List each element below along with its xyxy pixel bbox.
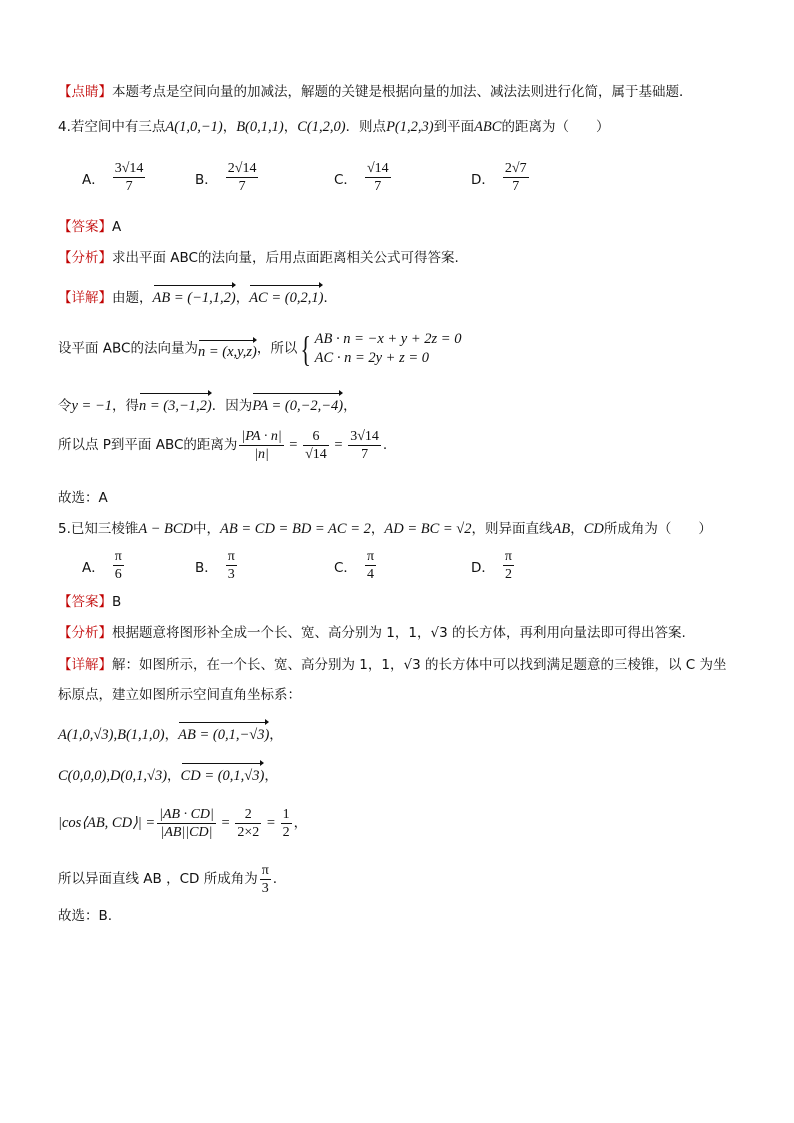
q4-option-d [471, 160, 531, 195]
detail-tag: 【详解】 [58, 290, 112, 306]
option-num: √14 [366, 161, 389, 176]
q4-point-a: A(1,0,−1) [165, 119, 223, 135]
q5-choose: 故选：B. [58, 908, 113, 924]
q4-analysis [58, 248, 459, 268]
equation-system [315, 330, 462, 368]
option-num: 2√7 [504, 161, 527, 176]
option-den: 7 [512, 179, 520, 194]
answer-tag: 【答案】 [58, 594, 112, 610]
q5-stem-end: 所成角为（ ） [603, 521, 712, 537]
answer-value: A [112, 219, 122, 235]
option-letter: B． [195, 559, 218, 576]
frac-den: |AB||CD| [160, 825, 213, 840]
frac-num: |PA · n| [241, 429, 282, 444]
detail-text: 令 [58, 398, 72, 414]
tip-line [58, 82, 693, 102]
distance-frac-2 [303, 428, 329, 463]
frac-num: |AB · CD| [159, 807, 214, 822]
q5-stem-text: 5.已知三棱锥 [58, 521, 139, 537]
brace-symbol: { [300, 329, 312, 369]
frac-den: √14 [305, 447, 327, 462]
q5-detail-1 [58, 655, 726, 675]
answer-tag: 【答案】 [58, 219, 112, 235]
option-letter: D． [471, 171, 495, 188]
points-cd: C(0,0,0),D(0,1,√3) [58, 768, 168, 784]
cos-frac-3 [281, 806, 292, 841]
equation-1: AB · n = −x + y + 2z = 0 [314, 331, 462, 347]
q5-line-cd: CD [583, 521, 604, 537]
q4-option-a [82, 160, 147, 195]
normal-vector: n = (3,−1,2) [139, 390, 212, 416]
option-den: 7 [238, 179, 246, 194]
option-letter: D． [471, 559, 495, 576]
vector-ab: AB = (0,1,−√3) [178, 719, 269, 745]
option-num: π [366, 549, 375, 564]
q4-stem-text: 4.若空间中有三点 [58, 119, 166, 135]
q5-option-c [334, 548, 378, 583]
equation-2: AC · n = 2y + z = 0 [314, 350, 430, 366]
frac-num: 6 [303, 428, 329, 446]
frac-den: 2×2 [237, 825, 260, 840]
y-value: y = −1 [71, 398, 113, 414]
normal-vector: n = (x,y,z) [198, 337, 257, 362]
q4-choose: 故选：A [58, 490, 108, 506]
frac-den: 2 [282, 825, 290, 840]
q4-answer [58, 217, 121, 237]
q5-coords-2: C(0,0,0),D(0,1,√3)，CD = (0,1,√3)， [58, 760, 278, 786]
detail-text: ．因为 [211, 398, 253, 414]
angle-frac [260, 862, 271, 897]
q5-eq1: AB = CD = BD = AC = 2 [220, 521, 371, 537]
q4-plane: ABC [474, 119, 502, 135]
analysis-tag: 【分析】 [58, 625, 112, 641]
frac-num: 1 [282, 807, 290, 822]
q4-detail-4: 所以点 P到平面 ABC的距离为 $\frac{|PA \cdot n|}{|n|}$ = $\frac{6}{√14}$ = $\frac{3√14}{7}$ . [58, 429, 388, 462]
option-letter: A． [82, 171, 105, 188]
q4-point-b: B(0,1,1) [236, 119, 284, 135]
detail-text: 由题， [112, 290, 153, 306]
q5-tetra: A − BCD [138, 521, 194, 537]
analysis-text: 求出平面 ABC的法向量，后用点面距离相关公式可得答案. [112, 250, 459, 266]
frac-den: 3 [261, 881, 269, 896]
q4-stem: 4.若空间中有三点A(1,0,−1)，B(0,1,1)，C(1,2,0)．则点P(1,2,3)到平面ABC的距离为（ ） [58, 119, 610, 135]
q5-coords-1: A(1,0,√3),B(1,1,0)，AB = (0,1,−√3)， [58, 719, 283, 745]
q5-conclusion: 所以异面直线 AB ，CD 所成角为 $\frac{\pi}{3}$ . [58, 863, 278, 896]
detail-text: 所以点 P到平面 ABC的距离为 [58, 437, 238, 453]
option-den: 7 [125, 179, 133, 194]
option-num: 2√14 [227, 161, 257, 176]
option-letter: A． [82, 559, 105, 576]
option-letter: C． [334, 171, 357, 188]
option-num: π [114, 549, 122, 564]
q4-stem-tail: 到平面 [433, 119, 475, 135]
cos-frac-1 [157, 806, 216, 841]
cos-lhs: |cos⟨AB, CD⟩| = [58, 815, 156, 831]
option-num: π [227, 549, 235, 564]
q4-detail-2 [58, 330, 461, 368]
option-num: π [504, 549, 512, 564]
q5-eq2: AD = BC = √2 [384, 521, 472, 537]
distance-formula [239, 428, 283, 463]
tip-text: 本题考点是空间向量的加减法，解题的关键是根据向量的加法、减法法则进行化简，属于基础题． [112, 84, 693, 100]
option-num: 3√14 [114, 161, 144, 176]
tip-tag: 【点睛】 [58, 84, 112, 100]
q4-stem-end: 的距离为（ ） [501, 119, 610, 135]
frac-den: |n| [254, 447, 269, 462]
distance-frac-3 [348, 428, 381, 463]
option-den: 4 [366, 567, 374, 582]
detail-text: 设平面 ABC的法向量为 [58, 340, 198, 357]
detail-tag: 【详解】 [58, 657, 112, 673]
vector-cd: CD = (0,1,√3) [181, 760, 265, 786]
q4-point-p: P(1,2,3) [386, 119, 434, 135]
q5-stem-tail: ，则异面直线 [471, 521, 553, 537]
answer-value: B [112, 594, 122, 610]
frac-num: π [261, 863, 269, 878]
frac-num: 2 [235, 806, 261, 824]
q5-option-d [471, 548, 516, 583]
q4-detail-1: 【详解】由题，AB = (−1,1,2)，AC = (0,2,1)． [58, 282, 337, 308]
cos-frac-2 [235, 806, 261, 841]
q5-option-b [195, 548, 239, 583]
option-letter: B． [195, 171, 218, 188]
q5-stem-mid: 中， [193, 521, 221, 537]
q5-line-ab: AB [552, 521, 571, 537]
vector-ac: AC = (0,2,1) [249, 282, 323, 308]
detail-text: ，所以 [256, 340, 298, 357]
vector-pa: PA = (0,−2,−4) [252, 390, 343, 416]
q5-answer [58, 592, 121, 612]
vector-ab: AB = (−1,1,2) [153, 282, 236, 308]
q5-option-a [82, 548, 126, 583]
option-letter: C． [334, 559, 357, 576]
q5-cos-formula: |cos⟨AB, CD⟩| = $\frac{|AB \cdot CD|}{|AB||CD|}$ = $\frac{2}{2\times 2}$ = $\frac{1}{2}$ ， [58, 807, 308, 840]
frac-num: 3√14 [350, 429, 379, 444]
option-den: 2 [504, 567, 512, 582]
option-den: 3 [227, 567, 235, 582]
q4-option-c [334, 160, 393, 195]
option-den: 7 [374, 179, 382, 194]
q4-stem-mid: ．则点 [345, 119, 387, 135]
analysis-tag: 【分析】 [58, 250, 112, 266]
conclusion-text: 所以异面直线 AB ，CD 所成角为 [58, 871, 258, 887]
q4-point-c: C(1,2,0) [297, 119, 346, 135]
points-ab: A(1,0,√3),B(1,1,0) [58, 727, 165, 743]
q4-option-b [195, 160, 260, 195]
analysis-text: 根据题意将图形补全成一个长、宽、高分别为 1，1，√3 的长方体，再利用向量法即可得出答案. [112, 625, 686, 641]
q5-detail-2: 标原点，建立如图所示空间直角坐标系： [58, 687, 301, 703]
detail-text: 解：如图所示，在一个长、宽、高分别为 1，1，√3 的长方体中可以找到满足题意的三棱锥，以 C 为坐 [112, 657, 727, 673]
option-den: 6 [114, 567, 122, 582]
q4-detail-3: 令y = −1，得n = (3,−1,2)．因为PA = (0,−2,−4)， [58, 390, 357, 416]
detail-text: ，得 [112, 398, 140, 414]
frac-den: 7 [361, 447, 369, 462]
q5-stem: 5.已知三棱锥A − BCD中，AB = CD = BD = AC = 2，AD = BC = √2，则异面直线AB，CD所成角为（ ） [58, 521, 712, 537]
q5-analysis [58, 623, 686, 643]
